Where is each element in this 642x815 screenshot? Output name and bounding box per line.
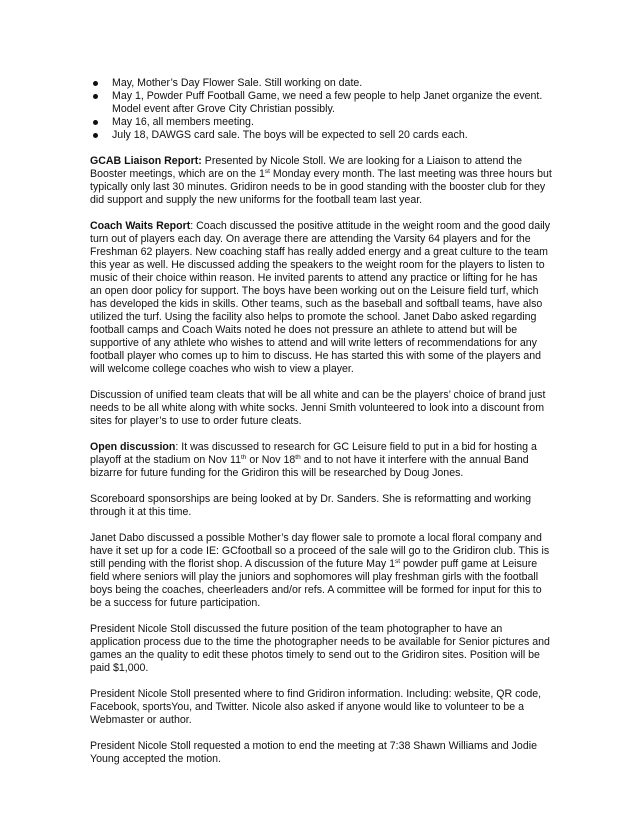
scoreboard-paragraph: Scoreboard sponsorships are being looked at by Dr. Sanders. She is reformatting and working through it at this time. — [90, 493, 532, 518]
agenda-bullet-list — [90, 77, 552, 142]
bullet-item: May 16, all members meeting. — [90, 116, 552, 129]
flower-sale-paragraph: Janet Dabo discussed a possible Mother’s day flower sale to promote a local floral company and have it set up for a code IE: GCfootball so a proceed of the sale will go to the Gridiron club. This is still pending with the florist shop. A discussion of the future May 1st powder puff game at Leisure field where seniors will play the juniors and sophomores will play freshman girls with the football boys being the coaches, cheerleaders and/or refs. A committee will be formed for input for this to be a success for future participation. — [90, 532, 550, 609]
coach-waits-paragraph: Coach Waits Report: Coach discussed the positive attitude in the weight room and the good daily turn out of players each day. On average there are attending the Varsity 64 players and for the Freshman 62 players. New coaching staff has really added energy and a great culture to the team this year as well. He discussed adding the speakers to the weight room for the players to listen to music of their choice within reason. He invited parents to attend any practice or lifting for he has an open door policy for support. The boys have been working out on the Leisure field turf, which has developed the kids in skills. Other teams, such as the baseball and softball teams, have also utilized the turf. Using the facility also helps to promote the school. Janet Dabo asked regarding football camps and Coach Waits noted he does not pressure an athlete to attend but will be supportive of any athlete who wishes to attend and will write letters of recommendations for any football player who comes up to him to discuss. He has started this with some of the players and will welcome college coaches who wish to view a player. — [90, 220, 551, 375]
spacer — [90, 142, 552, 155]
photographer-paragraph: President Nicole Stoll discussed the future position of the team photographer to have an application process due to the time the photographer needs to be available for Senior pictures and games an the quality to edit these photos timely to send out to the Gridiron sites. Position will be paid $1,000. — [90, 623, 550, 674]
open-discussion-paragraph: Open discussion: It was discussed to research for GC Leisure field to put in a bid for hosting a playoff at the stadium on Nov 11th or Nov 18th and to not have it interfere with the annual Band bizarre for future funding for the Gridiron this will be researched by Doug Jones. — [90, 441, 537, 479]
bullet-dot-icon — [93, 94, 98, 99]
gcab-heading: GCAB Liaison Report: — [90, 155, 202, 167]
cleats-paragraph: Discussion of unified team cleats that will be all white and can be the players’ choice of brand just needs to be all white along with white socks. Jenni Smith volunteered to look into a discount from sites for player’s to use to order future cleats. — [90, 389, 546, 427]
gridiron-info-paragraph: President Nicole Stoll presented where to find Gridiron information. Including: website, QR code, Facebook, sportsYou, and Twitter. Nicole also asked if anyone would like to volunteer to be a Webmaster or author. — [90, 688, 542, 726]
bullet-item: July 18, DAWGS card sale. The boys will be expected to sell 20 cards each. — [90, 129, 552, 142]
gcab-liaison-paragraph: GCAB Liaison Report: Presented by Nicole Stoll. We are looking for a Liaison to attend the Booster meetings, which are on the 1st Monday every month. The last meeting was three hours but typically only last 30 minutes. Gridiron needs to be in good standing with the booster club for they did support and supply the new uniforms for the football team last year. — [90, 155, 552, 206]
bullet-dot-icon — [93, 133, 98, 138]
bullet-item: May, Mother’s Day Flower Sale. Still working on date. — [90, 77, 552, 90]
open-discussion-heading: Open discussion — [90, 441, 176, 453]
bullet-item: May 1, Powder Puff Football Game, we need a few people to help Janet organize the event. Model event after Grove City Christian possibly. — [90, 90, 552, 116]
coach-heading: Coach Waits Report — [90, 220, 191, 232]
document-page — [90, 77, 552, 779]
bullet-dot-icon — [93, 81, 98, 86]
motion-paragraph: President Nicole Stoll requested a motion to end the meeting at 7:38 Shawn Williams and Jodie Young accepted the motion. — [90, 740, 537, 765]
bullet-dot-icon — [93, 120, 98, 125]
